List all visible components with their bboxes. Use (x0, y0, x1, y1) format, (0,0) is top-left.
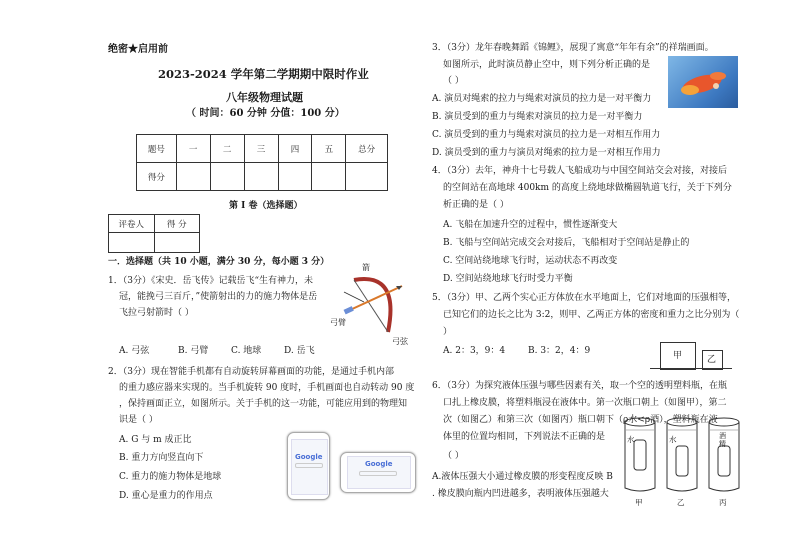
q2-line: 的重力感应器来实现的。当手机旋转 90 度时，手机画面也自动转动 90 度 (119, 383, 415, 393)
beakers-figure (620, 408, 744, 508)
ground-line (650, 368, 732, 369)
phone-portrait-image (287, 432, 330, 500)
q6-line: 口扎上橡皮膜，将塑料瓶浸在液体中。第一次瓶口朝上（如图甲），第二 (443, 398, 727, 408)
block-yi-label: 乙 (707, 355, 717, 365)
q1-line: 飞拉弓射箭时（ ） (119, 308, 194, 318)
q2-option-d[interactable]: D. 重心是重力的作用点 (119, 491, 213, 501)
score-label: 得 分 (154, 215, 200, 233)
q4-option-c[interactable]: C. 空间站绕地球飞行时，运动状态不再改变 (443, 256, 618, 266)
koi-dancer-icon (668, 56, 738, 108)
google-logo: Google (295, 453, 323, 461)
score-header-cell: 题号 (137, 135, 177, 163)
score-cell[interactable] (346, 163, 388, 191)
q4-line: 析正确的是（ ） (443, 200, 509, 210)
q6-line: （ ） (443, 451, 464, 461)
confidential-mark: 绝密★启用前 (108, 44, 168, 55)
beaker-icons (620, 408, 744, 496)
score-header-cell: 总分 (346, 135, 388, 163)
arrow-label: 箭 (362, 263, 370, 272)
q1-option-c[interactable]: C. 地球 (231, 346, 262, 356)
q1-line: 1．（3分）《宋史．岳飞传》记载岳飞“生有神力，未 (108, 276, 314, 286)
q3-option-b[interactable]: B. 演员受到的重力与绳索对演员的拉力是一对平衡力 (432, 112, 643, 122)
score-header-cell: 五 (312, 135, 346, 163)
q6-line: 体里的位置均相同，下列说法不正确的是 (443, 432, 606, 442)
q3-option-d[interactable]: D. 演员受到的重力与演员对绳索的拉力是一对相互作用力 (432, 148, 661, 158)
dancer-image (668, 56, 738, 108)
q4-line: 的空间站在高地球 400km 的高度上绕地球做椭圆轨道飞行，关于下列分 (443, 183, 732, 193)
search-bar (295, 463, 323, 468)
beaker-jia-label: 甲 (635, 498, 643, 507)
score-header-cell: 二 (210, 135, 244, 163)
q6-option-a[interactable]: A.液体压强大小通过橡皮膜的形变程度反映 B (432, 472, 613, 482)
score-table (136, 134, 388, 191)
q5-option-b[interactable]: B. 3：2，4：9 (528, 346, 591, 356)
score-cell[interactable] (176, 163, 210, 191)
q1-option-b[interactable]: B. 弓臂 (178, 346, 209, 356)
q2-option-a[interactable]: A. G 与 m 成正比 (119, 435, 192, 445)
q4-option-b[interactable]: B. 飞船与空间站完成交会对接后，飞船相对于空间站是静止的 (443, 238, 690, 248)
q3-line: 3．（3分）龙年春晚舞蹈《锦鲤》，展现了寓意“年年有余”的祥瑞画面。 (432, 43, 714, 53)
bow-string-label: 弓弦 (392, 337, 408, 346)
q4-option-d[interactable]: D. 空间站绕地球飞行时受力平衡 (443, 274, 573, 284)
beaker-jia-liquid-label: 水 (627, 435, 635, 444)
score-cell[interactable] (210, 163, 244, 191)
beaker-yi-liquid-label: 水 (669, 435, 677, 444)
time-score-line: （ 时间：60 分钟 分值：100 分） (186, 108, 345, 119)
q2-line: 识是（ ） (119, 415, 158, 425)
volume-title: 第 I 卷（选择题） (229, 201, 303, 211)
q2-option-b[interactable]: B. 重力方向竖直向下 (119, 453, 204, 463)
score-header-cell: 三 (244, 135, 278, 163)
score-row-label: 得分 (137, 163, 177, 191)
score-header-cell: 四 (278, 135, 312, 163)
q3-line: （ ） (443, 76, 464, 86)
score-cell[interactable] (312, 163, 346, 191)
q4-option-a[interactable]: A. 飞船在加速升空的过程中，惯性逐渐变大 (443, 220, 618, 230)
search-bar (359, 471, 397, 476)
score-cell[interactable] (154, 233, 200, 253)
exam-title: 2023-2024 学年第二学期期中限时作业 (158, 67, 369, 81)
score-cell[interactable] (278, 163, 312, 191)
grader-table (108, 214, 200, 253)
q5-line: 5．（3分）甲、乙两个实心正方体放在水平地面上，它们对地面的压强相等， (432, 293, 736, 303)
q2-line: 2．（3分）现在智能手机都有自动旋转屏幕画面的功能，是通过手机内部 (108, 367, 394, 377)
q2-option-c[interactable]: C. 重力的施力物体是地球 (119, 472, 222, 482)
q3-option-a[interactable]: A. 演员对绳索的拉力与绳索对演员的拉力是一对平衡力 (432, 94, 652, 104)
q2-line: ，保持画面正立，如图所示。关于手机的这一功能，可能应用到的物理知 (119, 399, 408, 409)
score-header-cell: 一 (176, 135, 210, 163)
block-yi (702, 350, 723, 370)
block-jia (660, 342, 696, 370)
q6-line: 次（如图乙）和第三次（如图丙）瓶口朝下（ρ水<ρ酒），塑料瓶在液 (443, 415, 718, 425)
beaker-yi-label: 乙 (677, 498, 685, 507)
google-logo: Google (365, 460, 393, 468)
grader-cell[interactable] (109, 233, 155, 253)
beaker-bing-liquid-label: 酒精 (719, 432, 726, 448)
score-cell[interactable] (244, 163, 278, 191)
q5-line: ） (443, 327, 453, 337)
grader-label: 评卷人 (109, 215, 155, 233)
q1-option-a[interactable]: A. 弓弦 (119, 346, 150, 356)
q4-line: 4．（3分）去年，神舟十七号载人飞船成功与中国空间站交会对接，对接后 (432, 166, 727, 176)
section-heading: 一．选择题（共 10 小题，满分 30 分，每小题 3 分） (108, 257, 330, 267)
q3-line: 如图所示，此时演员静止空中，则下列分析正确的是 (443, 60, 651, 70)
q5-option-a[interactable]: A. 2：3，9：4 (443, 346, 506, 356)
beaker-bing-label: 丙 (719, 498, 727, 507)
q3-option-c[interactable]: C. 演员受到的重力与绳索对演员的拉力是一对相互作用力 (432, 130, 661, 140)
q5-line: 已知它们的边长之比为 3:2，则甲、乙两正方体的密度和重力之比分别为（ (443, 310, 740, 320)
exam-subtitle: 八年级物理试题 (226, 91, 303, 104)
block-jia-label: 甲 (673, 351, 683, 361)
q1-line: 冠，能挽弓三百斤，”使箭射出的力的施力物体是岳 (119, 292, 318, 302)
bow-arm-label: 弓臂 (330, 318, 346, 327)
q1-option-d[interactable]: D. 岳飞 (284, 346, 315, 356)
q6-line: 6．（3分）为探究液体压强与哪些因素有关，取一个空的透明塑料瓶，在瓶 (432, 381, 727, 391)
phone-landscape-image (340, 452, 416, 493)
bow-figure (330, 262, 414, 348)
q6-option-b[interactable]: . 橡皮膜向瓶内凹进越多，表明液体压强越大 (432, 489, 609, 499)
